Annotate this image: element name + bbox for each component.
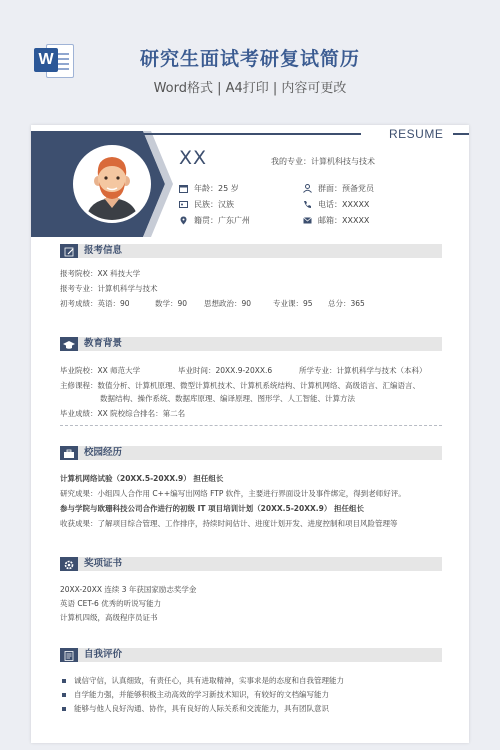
calendar-icon [179,184,188,193]
award-item: 20XX-20XX 连续 3 年获国家励志奖学金 [60,585,197,594]
edu-major: 所学专业：计算机科学与技术（本科） [299,366,427,375]
document-icon [60,648,78,662]
edu-school: 毕业院校：XX 师范大学 [60,366,141,375]
briefcase-icon [60,446,78,460]
edu-courses-line2: 数据结构、操作系统、数据库原理、编译原理、图形学、人工智能、计算方法 [100,394,355,403]
bullet-icon [62,693,66,697]
resume-rule-right [453,133,469,135]
candidate-name: XX [179,147,208,169]
word-file-icon: W [34,40,74,80]
gear-icon [60,557,78,571]
award-item: 英语 CET-6 优秀的听说写能力 [60,599,162,608]
page-subtitle: Word格式 | A4打印 | 内容可更改 [153,81,347,96]
section-exam-header: 报考信息 [60,244,442,258]
campus-item1-desc: 研究成果：小组四人合作用 C++编写出网络 FTP 软件，主要进行界面设计及事件绑定，得到老师好评。 [60,489,406,498]
avatar [73,145,151,223]
award-item: 计算机四级，高级程序员证书 [60,613,158,622]
exam-major: 报考专业：计算机科学与技术 [60,284,158,293]
resume-label: RESUME [389,127,444,141]
phone-icon [303,200,312,209]
section-campus-header: 校园经历 [60,446,442,460]
exam-scores: 初考成绩：英语：90 [60,299,130,308]
exam-score-major: 专业课：95 [273,299,313,308]
section-awards-header: 奖项证书 [60,557,442,571]
banner [0,0,500,118]
info-ethnicity: 民族：汉族 [179,199,234,210]
page-title: 研究生面试考研复试简历 [139,48,360,70]
campus-item2-title: 参与学院与欧珊科技公司合作进行的初级 IT 项目培训计划（20XX.5-20XX.9） 担任组长 [60,504,364,513]
info-email: 邮箱：XXXXX [303,215,369,226]
location-pin-icon [179,216,188,225]
campus-item1-title: 计算机网络试验（20XX.5-20XX.9） 担任组长 [60,474,224,483]
divider [60,425,442,426]
edu-courses-line1: 主修课程：数值分析、计算机原理、微型计算机技术、计算机系统结构、计算机网络、高级语言、汇编语言、 [60,381,420,390]
bullet-icon [62,707,66,711]
self-eval-item: 自学能力强，并能够积极主动高效的学习新技术知识，有较好的文档编写能力 [62,689,329,700]
info-politics: 群面：预备党员 [303,183,374,194]
info-phone: 电话：XXXXX [303,199,369,210]
exam-score-total: 总分：365 [328,299,365,308]
section-self-eval-header: 自我评价 [60,648,442,662]
resume-rule-left [31,133,361,135]
exam-score-math: 数学：90 [155,299,188,308]
self-eval-item: 能够与他人良好沟通、协作，具有良好的人际关系和交流能力，具有团队意识 [62,703,329,714]
info-hometown: 籍贯：广东广州 [179,215,250,226]
section-education-header: 教育背景 [60,337,442,351]
self-eval-item: 诚信守信，认真细致，有责任心，具有进取精神，实事求是的态度和自我管理能力 [62,675,344,686]
exam-score-politics: 思想政治：90 [204,299,252,308]
graduation-cap-icon [60,337,78,351]
bullet-icon [62,679,66,683]
exam-school: 报考院校：XX 科技大学 [60,269,141,278]
campus-item2-desc: 收获成果：了解项目综合管理、工作排序，持续时间估计、进度计划开发、进度控制和项目风险管理等 [60,519,398,528]
envelope-icon [303,216,312,225]
info-age: 年龄：25 岁 [179,183,239,194]
candidate-major: 我的专业：计算机科技与技术 [271,157,375,166]
id-card-icon [179,200,188,209]
edu-time: 毕业时间：20XX.9-20XX.6 [178,366,273,375]
resume-sheet [31,125,469,743]
edit-icon [60,244,78,258]
person-icon [303,184,312,193]
edu-grades: 毕业成绩：XX 院校综合排名：第二名 [60,409,186,418]
